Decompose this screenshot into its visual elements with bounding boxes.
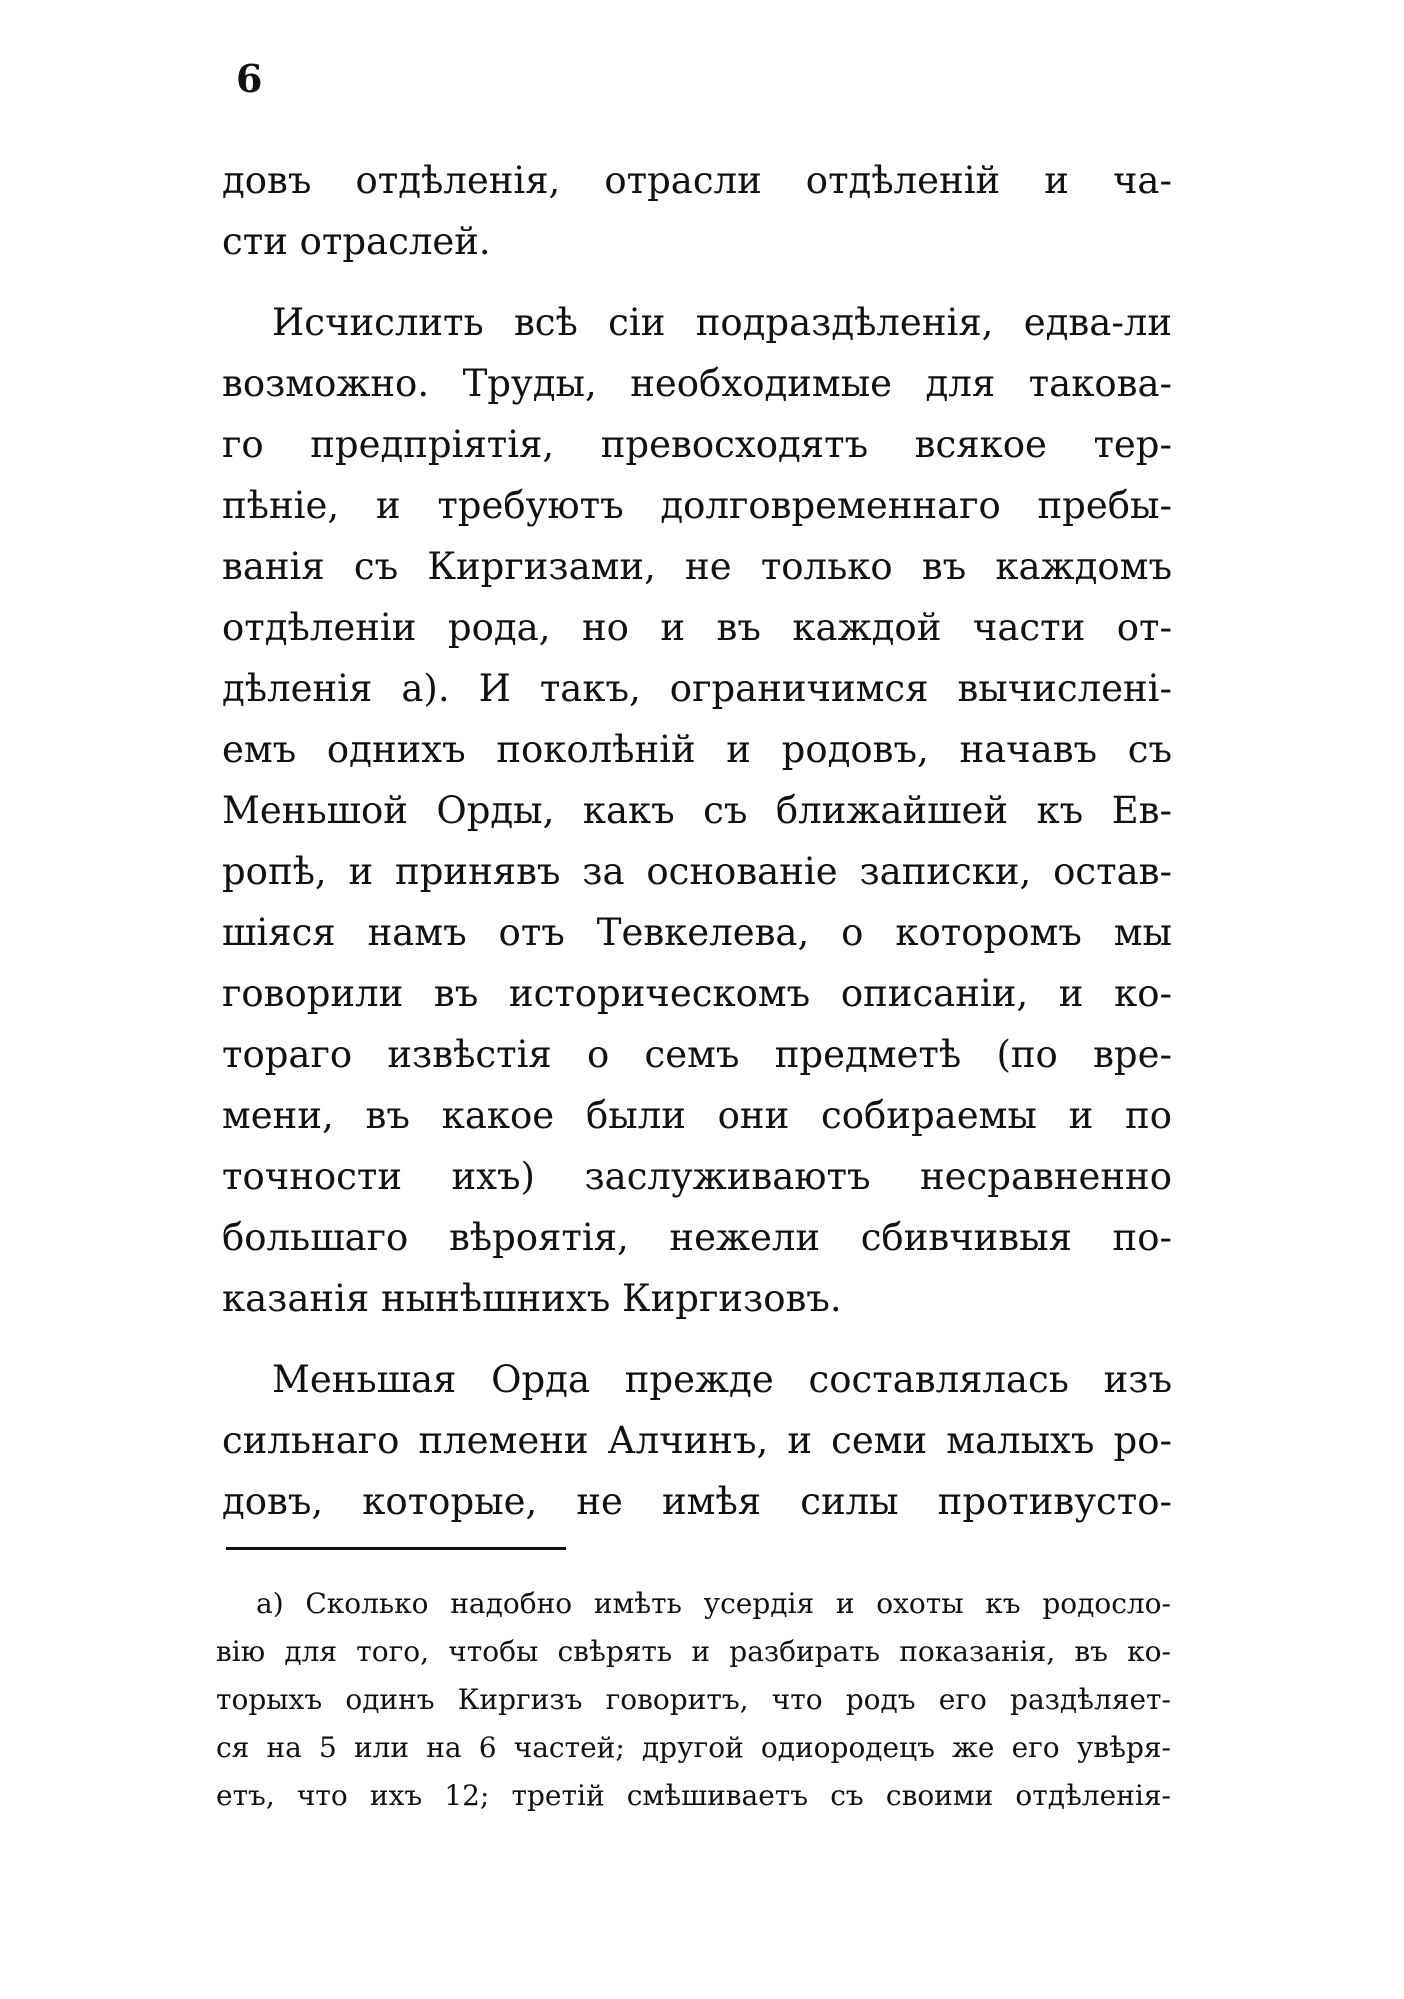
text-line: ванія съ Киргизами, не только въ каждомъ bbox=[222, 545, 1172, 588]
text-line: Меньшая Орда прежде составлялась изъ bbox=[272, 1358, 1172, 1401]
text-line: казанія нынѣшнихъ Киргизовъ. bbox=[222, 1277, 842, 1320]
text-line: сильнаго племени Алчинъ, и семи малыхъ ро- bbox=[222, 1419, 1172, 1462]
text-line: шіяся намъ отъ Тевкелева, о которомъ мы bbox=[222, 911, 1172, 954]
body-text bbox=[222, 150, 1172, 1532]
text-line: точности ихъ) заслуживаютъ несравненно bbox=[222, 1155, 1172, 1198]
text-line: говорили въ историческомъ описаніи, и ко- bbox=[222, 972, 1172, 1015]
footnote bbox=[216, 1580, 1171, 1820]
text-line: довъ, которые, не имѣя силы противусто- bbox=[222, 1480, 1172, 1523]
text-line: ропѣ, и принявъ за основаніе записки, остав- bbox=[222, 850, 1172, 893]
paragraph-gap bbox=[222, 1329, 1172, 1349]
text-line: отдѣленіи рода, но и въ каждой части от- bbox=[222, 606, 1172, 649]
text-line: довъ отдѣленія, отрасли отдѣленій и ча- bbox=[222, 159, 1172, 202]
page-number: 6 bbox=[236, 56, 263, 101]
text-line: Меньшой Орды, какъ съ ближайшей къ Ев- bbox=[222, 789, 1172, 832]
paragraph-gap bbox=[222, 272, 1172, 292]
footnote-continuation bbox=[216, 1628, 1171, 1820]
text-line: дѣленія a). И такъ, ограничимся вычисленi- bbox=[222, 667, 1172, 710]
footnote-line: ся на 5 или на 6 частей; другой одиородецъ же его увѣря- bbox=[216, 1731, 1171, 1764]
text-line: возможно. Труды, необходимые для такова- bbox=[222, 362, 1172, 405]
text-line: тораго извѣстія о семъ предметѣ (по вре- bbox=[222, 1033, 1172, 1076]
footnote-line: етъ, что ихъ 12; третій смѣшиваетъ съ своими отдѣленія- bbox=[216, 1779, 1171, 1812]
footnote-line: торыхъ одинъ Киргизъ говоритъ, что родъ его раздѣляет- bbox=[216, 1683, 1171, 1716]
text-line: мени, въ какое были они собираемы и по bbox=[222, 1094, 1172, 1137]
footnote-line: вію для того, чтобы свѣрять и разбирать показанія, въ ко- bbox=[216, 1635, 1171, 1668]
text-line: Исчислить всѣ сіи подраздѣленія, едва-ли bbox=[272, 301, 1172, 344]
text-line: емъ однихъ поколѣній и родовъ, начавъ съ bbox=[222, 728, 1172, 771]
text-line: сти отраслей. bbox=[222, 220, 491, 263]
text-line: большаго вѣроятія, нежели сбивчивыя по- bbox=[222, 1216, 1172, 1259]
text-line: го предпріятія, превосходятъ всякое тер- bbox=[222, 423, 1172, 466]
text-line: пѣніе, и требуютъ долговременнаго пребы- bbox=[222, 484, 1172, 527]
footnote-divider bbox=[226, 1547, 566, 1550]
footnote-line: a) Сколько надобно имѣть усердія и охоты къ родосло- bbox=[256, 1587, 1171, 1620]
